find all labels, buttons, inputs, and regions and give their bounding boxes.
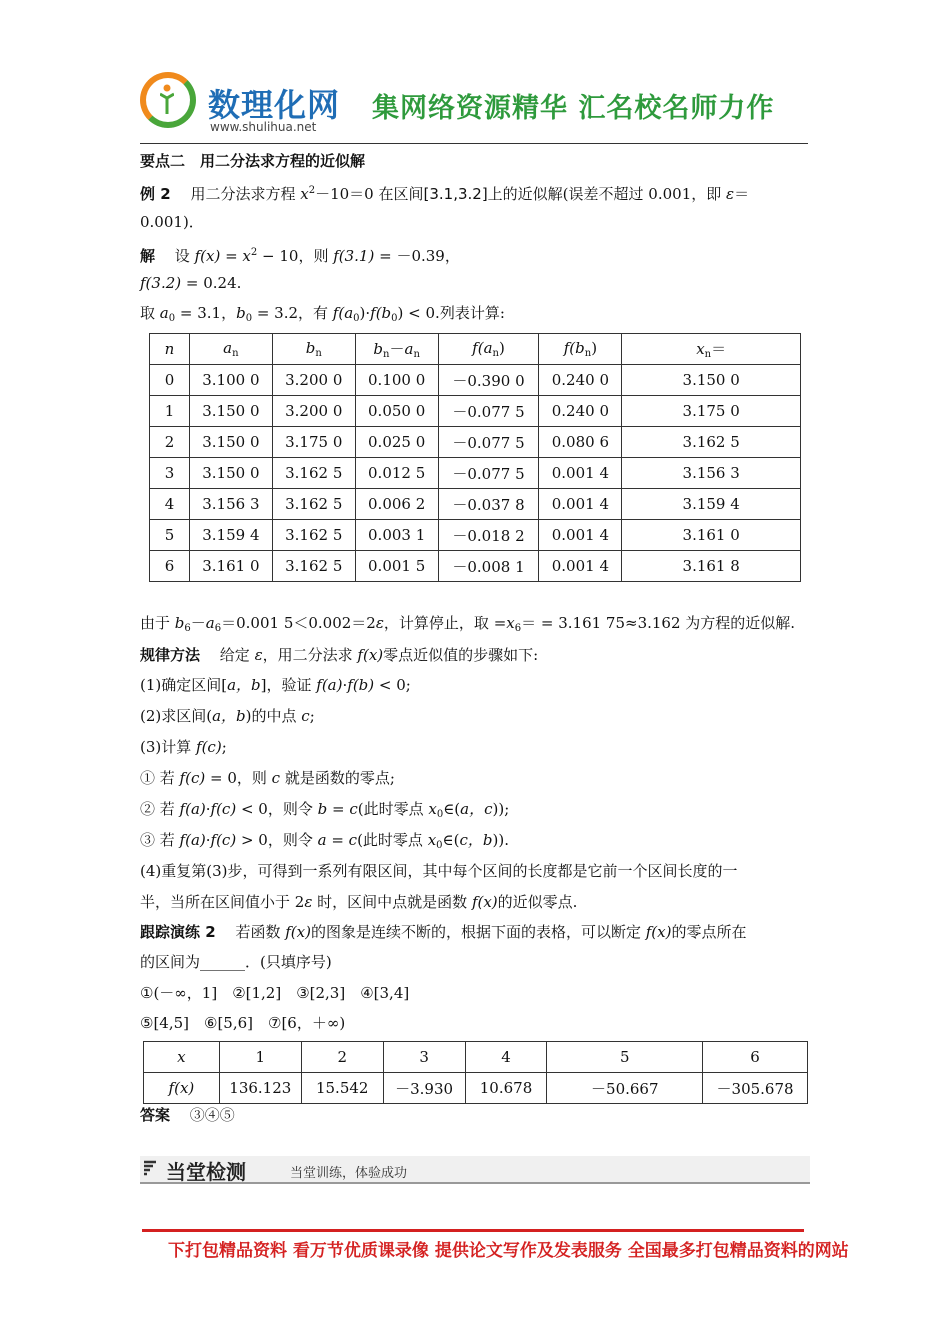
f-3-2: f(3.2) <box>140 274 182 292</box>
table-cell: 0.050 0 <box>355 396 438 427</box>
method-text: 半，当所在区间值小于 2 <box>140 893 305 911</box>
table-cell: －0.077 5 <box>438 458 539 489</box>
table-cell: 3.162 5 <box>272 520 355 551</box>
method-text: (此时零点 <box>357 800 429 818</box>
header-bn-an <box>355 334 438 365</box>
header-text: ) <box>591 339 598 357</box>
method-text: )). <box>492 831 510 849</box>
solution-text: 取 <box>140 304 160 322</box>
table-cell: 3.162 5 <box>272 551 355 582</box>
example-text: 用二分法求方程 <box>190 185 301 203</box>
header-n <box>150 334 190 365</box>
table-cell: －0.390 0 <box>438 365 539 396</box>
method-text: < 0，则令 <box>236 800 318 818</box>
conclusion-text: ＝0.001 5＜0.002＝2 <box>221 614 376 632</box>
subscript: n <box>413 349 420 360</box>
solution-text: − 10，则 <box>257 247 334 265</box>
solution-text: = 3.1， <box>175 304 237 322</box>
example-text: 上的近似解(误差不超过 0.001，即 <box>487 185 727 203</box>
method-text: ① 若 <box>140 769 180 787</box>
var-a: a <box>159 304 169 322</box>
table-cell: －0.077 5 <box>438 427 539 458</box>
header-text: n <box>164 340 175 358</box>
table-cell: 3.159 4 <box>189 520 272 551</box>
table-cell: 0.003 1 <box>355 520 438 551</box>
method-case-1 <box>140 767 395 789</box>
bisection-table <box>149 333 801 582</box>
method-text: 的近似零点. <box>497 893 578 911</box>
brand-name: 数理化网 <box>208 86 341 124</box>
answer-line <box>140 1104 235 1126</box>
solution-text: = <box>220 247 243 265</box>
table-row <box>150 520 801 551</box>
table-row <box>150 396 801 427</box>
solution-text: = 3.2，有 <box>252 304 333 322</box>
method-text: ; <box>221 738 227 756</box>
fa: f(a) <box>316 676 343 694</box>
fx: f(x) <box>357 646 384 664</box>
method-text: )); <box>492 800 510 818</box>
var-cb: c，b <box>459 831 493 849</box>
var-x: x <box>427 831 437 849</box>
f-b0: f(b <box>370 304 392 322</box>
fx-value-cell: 15.542 <box>301 1073 383 1104</box>
header-xn <box>622 334 801 365</box>
table-row <box>150 489 801 520</box>
example-line-1 <box>140 180 749 205</box>
fa: f(a) <box>179 800 206 818</box>
table-cell: 3.162 5 <box>272 458 355 489</box>
solution-text: = －0.39， <box>374 247 460 265</box>
example-line-2: 0.001)． <box>140 213 204 231</box>
header-bn <box>272 334 355 365</box>
footer-ad: 下打包精品资料 看万节优质课录像 提供论文写作及发表服务 全国最多打包精品资料的网站 <box>168 1241 849 1261</box>
exponent: 2 <box>308 185 316 196</box>
method-text: ∈( <box>442 831 460 849</box>
table-cell: 3.150 0 <box>189 396 272 427</box>
table-cell: 0.001 5 <box>355 551 438 582</box>
table-cell: 3.175 0 <box>272 427 355 458</box>
table-row <box>150 365 801 396</box>
fx-value-cell: －50.667 <box>547 1073 703 1104</box>
solution-text: = 0.24. <box>181 274 242 292</box>
answer-value: ③④⑤ <box>189 1106 235 1124</box>
fx-value-cell: －305.678 <box>703 1073 808 1104</box>
stripes-icon <box>142 1160 158 1178</box>
method-text: > 0，则令 <box>236 831 318 849</box>
subscript: n <box>232 348 239 359</box>
table-cell: 0.080 6 <box>539 427 622 458</box>
table-cell: 0 <box>150 365 190 396</box>
brand-url: www.shulihua.net <box>210 120 317 134</box>
subscript: 6 <box>184 623 191 634</box>
method-step-3 <box>140 736 227 758</box>
table-cell: 3.156 3 <box>622 458 801 489</box>
table-cell: －0.077 5 <box>438 396 539 427</box>
table-cell: 0.006 2 <box>355 489 438 520</box>
conclusion-text: － <box>190 614 206 632</box>
example-text: ＝ <box>734 185 750 203</box>
check-divider <box>140 1182 810 1184</box>
practice-text: 若函数 <box>235 923 286 941</box>
logo-person-icon <box>160 84 174 114</box>
table-cell: 3 <box>150 458 190 489</box>
section-title: 要点二 用二分法求方程的近似解 <box>140 152 366 170</box>
var-b: b <box>236 304 246 322</box>
table-cell: －0.037 8 <box>438 489 539 520</box>
f-3-1: f(3.1) <box>333 247 375 265</box>
table-header-row <box>150 334 801 365</box>
fx-label: f(x) <box>168 1079 195 1097</box>
check-subtitle: 当堂训练，体验成功 <box>290 1166 408 1181</box>
var-c: c <box>271 769 281 787</box>
solution-label: 解 <box>140 247 156 265</box>
function-values-table <box>143 1041 808 1104</box>
table-cell: 3.150 0 <box>189 458 272 489</box>
table-cell: －0.018 2 <box>438 520 539 551</box>
conclusion-text: ，计算停止，取 = <box>383 614 507 632</box>
table-cell: 3.162 5 <box>622 427 801 458</box>
subscript: 0 <box>245 313 253 324</box>
header-text: f(b <box>563 339 585 357</box>
fc: f(c) <box>179 769 206 787</box>
method-text: = 0，则 <box>205 769 272 787</box>
x-label: x <box>177 1048 186 1066</box>
practice-options-1: ①(－∞，1] ②[1,2] ③[2,3] ④[3,4] <box>140 984 410 1002</box>
header-text: a <box>404 340 414 358</box>
var-assign: b = c <box>317 800 358 818</box>
method-text: ; <box>309 707 315 725</box>
subscript: n <box>492 348 499 359</box>
var-ab: a，b <box>212 707 246 725</box>
header-an <box>189 334 272 365</box>
method-text: · <box>205 800 211 818</box>
method-text: < 0; <box>374 676 411 694</box>
header-text: f(a <box>472 339 493 357</box>
x-value-cell: 6 <box>703 1042 808 1073</box>
fc: f(c) <box>210 831 237 849</box>
fc: f(c) <box>210 800 237 818</box>
table-row <box>150 427 801 458</box>
table-cell: 5 <box>150 520 190 551</box>
method-text: )的中点 <box>245 707 302 725</box>
table-cell: 3.156 3 <box>189 489 272 520</box>
x-value-cell: 3 <box>383 1042 465 1073</box>
f-a0: f(a <box>332 304 354 322</box>
check-title: 当堂检测 <box>166 1160 246 1184</box>
method-text: ∈( <box>443 800 461 818</box>
exponent: 2 <box>250 247 258 258</box>
method-step-2 <box>140 705 315 727</box>
table-cell: 0.240 0 <box>539 365 622 396</box>
method-text: 时，区间中点就是函数 <box>312 893 472 911</box>
var-a: a <box>205 614 215 632</box>
method-text: (2)求区间( <box>140 707 213 725</box>
table-cell: 3.162 5 <box>272 489 355 520</box>
table-row <box>150 551 801 582</box>
subscript: 0 <box>168 313 176 324</box>
x-label-cell <box>144 1042 220 1073</box>
subscript: 0 <box>436 840 443 851</box>
method-step-4-line-1: (4)重复第(3)步，可得到一系列有限区间，其中每个区间的长度都是它前一个区间长度的一 <box>140 862 738 880</box>
subscript: 0 <box>391 313 398 324</box>
example-interval: [3.1,3.2] <box>423 185 488 203</box>
practice-text: 的图象是连续不断的，根据下面的表格，可以断定 <box>310 923 646 941</box>
solution-line-3 <box>140 302 505 330</box>
table-cell: 3.161 0 <box>189 551 272 582</box>
table-cell: 0.001 4 <box>539 489 622 520</box>
header-text: ) <box>498 339 505 357</box>
example-label: 例 2 <box>140 185 171 203</box>
var-x: x <box>300 185 309 203</box>
var-x: x <box>428 800 437 818</box>
solution-text: 设 <box>174 247 195 265</box>
table-cell: 0.001 4 <box>539 520 622 551</box>
table-cell: 3.200 0 <box>272 365 355 396</box>
method-text: ，用二分法求 <box>262 646 358 664</box>
table-cell: 6 <box>150 551 190 582</box>
var-ab: a，b <box>227 676 261 694</box>
method-text: ② 若 <box>140 800 180 818</box>
table-cell: 3.161 8 <box>622 551 801 582</box>
method-step-4-line-2 <box>140 891 577 913</box>
method-text: 给定 <box>219 646 255 664</box>
solution-line-1 <box>140 242 460 267</box>
method-case-3 <box>140 829 509 857</box>
var-x: x <box>506 614 515 632</box>
var-ac: a，c <box>460 800 493 818</box>
subscript: n <box>383 349 390 360</box>
footer-divider <box>142 1229 804 1232</box>
subscript: 0 <box>436 809 444 820</box>
practice-label: 跟踪演练 2 <box>140 923 216 941</box>
header-slogan: 集网络资源精华 汇名校名师力作 <box>372 93 775 124</box>
x-value-cell: 2 <box>301 1042 383 1073</box>
table-cell: 0.001 4 <box>539 551 622 582</box>
practice-line-1 <box>140 921 746 943</box>
x-value-cell: 1 <box>219 1042 301 1073</box>
table-cell: 3.150 0 <box>189 427 272 458</box>
table-cell: 3.175 0 <box>622 396 801 427</box>
var-assign: a = c <box>317 831 358 849</box>
table-cell: －0.008 1 <box>438 551 539 582</box>
header-text: b <box>373 340 384 358</box>
header-text: a <box>223 339 233 357</box>
header-text: ＝ <box>711 340 727 358</box>
subscript: n <box>315 348 322 359</box>
method-text: (此时零点 <box>357 831 428 849</box>
fx-value-cell: 136.123 <box>219 1073 301 1104</box>
practice-line-2: 的区间为______．(只填序号) <box>140 953 332 971</box>
method-text: 零点近似值的步骤如下: <box>383 646 539 664</box>
subscript: 6 <box>214 623 222 634</box>
method-case-2 <box>140 798 509 826</box>
table-cell: 2 <box>150 427 190 458</box>
method-label: 规律方法 <box>140 646 201 664</box>
conclusion-text: ＝ = 3.161 75≈3.162 为方程的近似解. <box>521 614 796 632</box>
epsilon: ε <box>726 185 735 203</box>
method-text: (3)计算 <box>140 738 197 756</box>
fc: f(c) <box>196 738 222 756</box>
method-text: · <box>342 676 348 694</box>
method-intro <box>140 644 538 666</box>
solution-line-2 <box>140 272 241 294</box>
header-divider <box>140 143 808 144</box>
subscript: 0 <box>353 313 360 324</box>
table-cell: 4 <box>150 489 190 520</box>
epsilon: ε <box>304 893 313 911</box>
var-c: c <box>301 707 310 725</box>
practice-text: 的零点所在 <box>671 923 747 941</box>
table-cell: 3.159 4 <box>622 489 801 520</box>
header-text: － <box>389 340 405 358</box>
x-value-cell: 5 <box>547 1042 703 1073</box>
var-b: b <box>174 614 185 632</box>
bisection-table-body <box>150 365 801 582</box>
table-cell: 0.012 5 <box>355 458 438 489</box>
fa: f(a) <box>179 831 206 849</box>
method-text: (1)确定区间[ <box>140 676 228 694</box>
method-text: · <box>205 831 211 849</box>
table-cell: 3.200 0 <box>272 396 355 427</box>
table-cell: 3.100 0 <box>189 365 272 396</box>
table-cell: 3.150 0 <box>622 365 801 396</box>
fx: f(x) <box>194 247 221 265</box>
header-fbn <box>539 334 622 365</box>
solution-text: )· <box>359 304 371 322</box>
method-text: ]，验证 <box>260 676 317 694</box>
table-cell: 0.025 0 <box>355 427 438 458</box>
method-step-1 <box>140 674 411 696</box>
solution-text: ) < 0.列表计算: <box>397 304 505 322</box>
conclusion-line <box>140 612 795 640</box>
subscript: 6 <box>514 623 522 634</box>
fx: f(x) <box>285 923 311 941</box>
var-x: x <box>242 247 251 265</box>
table-cell: 0.240 0 <box>539 396 622 427</box>
fx-label-cell <box>144 1073 220 1104</box>
fx-row <box>144 1073 808 1104</box>
table-cell: 0.100 0 <box>355 365 438 396</box>
answer-label: 答案 <box>140 1106 171 1124</box>
method-text: ③ 若 <box>140 831 180 849</box>
table-row <box>150 458 801 489</box>
epsilon: ε <box>375 614 384 632</box>
subscript: n <box>584 348 592 359</box>
conclusion-text: 由于 <box>140 614 175 632</box>
x-value-cell: 4 <box>465 1042 547 1073</box>
fx: f(x) <box>471 893 498 911</box>
example-text: －10＝0 在区间 <box>315 185 424 203</box>
header-text: b <box>305 339 316 357</box>
table-cell: 3.161 0 <box>622 520 801 551</box>
fx: f(x) <box>645 923 672 941</box>
x-row <box>144 1042 808 1073</box>
fx-value-cell: －3.930 <box>383 1073 465 1104</box>
subscript: n <box>704 349 712 360</box>
fx-value-cell: 10.678 <box>465 1073 547 1104</box>
table-cell: 0.001 4 <box>539 458 622 489</box>
header-fan <box>438 334 539 365</box>
table-cell: 1 <box>150 396 190 427</box>
method-text: 就是函数的零点; <box>280 769 395 787</box>
header-text: x <box>696 340 705 358</box>
practice-options-2: ⑤[4,5] ⑥[5,6] ⑦[6，＋∞) <box>140 1014 346 1032</box>
epsilon: ε <box>254 646 263 664</box>
fb: f(b) <box>347 676 375 694</box>
